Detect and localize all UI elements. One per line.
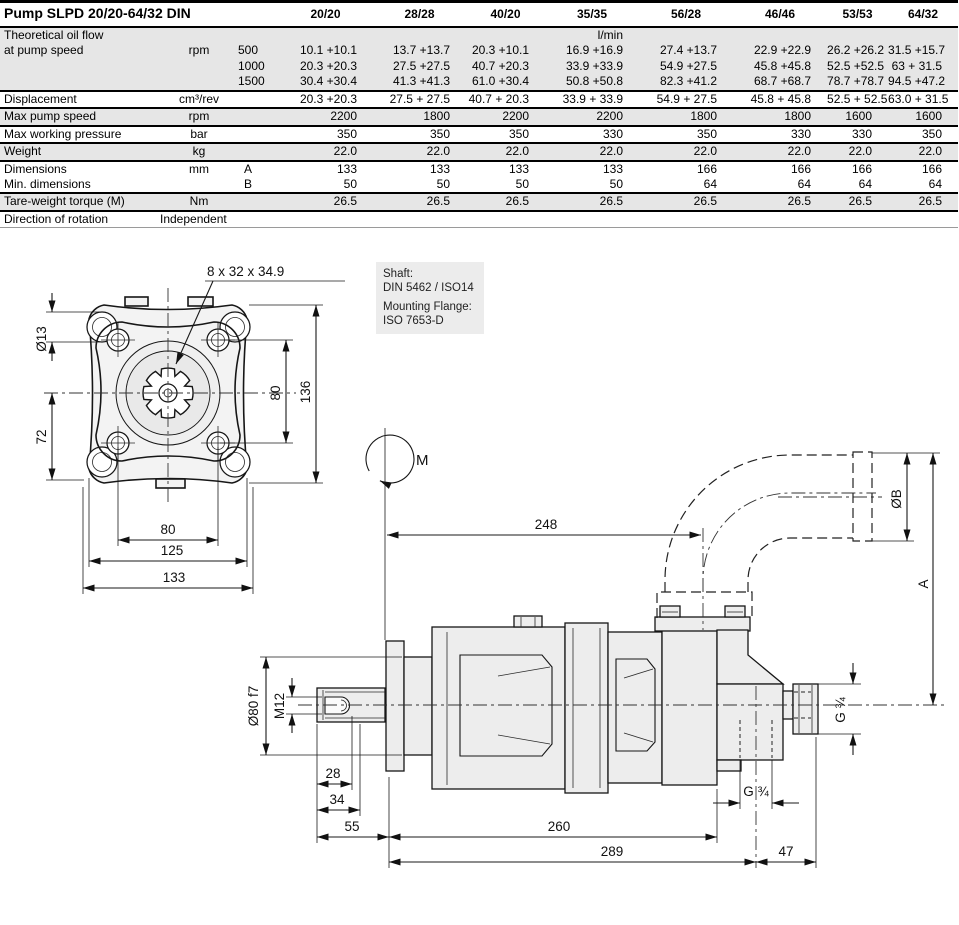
value-cell: 22.0 xyxy=(333,144,358,159)
value-cell: 22.0 xyxy=(426,144,451,159)
value-cell: 64 xyxy=(797,176,812,191)
column-header: 35/35 xyxy=(577,6,608,21)
value-cell: 50.8 +50.8 xyxy=(565,74,624,89)
tare-row xyxy=(0,193,958,210)
value-cell: 133 xyxy=(508,161,530,176)
row-label: Max pump speed xyxy=(4,109,97,124)
rotation-value: Independent xyxy=(160,211,227,226)
displacement-row xyxy=(0,91,958,108)
value-cell: 82.3 +41.2 xyxy=(659,74,718,89)
value-cell: 350 xyxy=(921,126,943,141)
value-cell: 64 xyxy=(703,176,718,191)
value-cell: 50 xyxy=(436,176,451,191)
flow-row-1500 xyxy=(0,74,958,90)
value-cell: 22.9 +22.9 xyxy=(753,43,812,58)
dim-pipe-diameter-label: ØB xyxy=(889,489,904,509)
dim-133-label: 133 xyxy=(162,570,186,585)
shaft-info-line3: Mounting Flange: xyxy=(383,301,472,314)
column-header: 56/28 xyxy=(671,6,702,21)
speed-label: 1500 xyxy=(238,74,265,89)
spacer-cell xyxy=(160,177,238,193)
value-cell: 52.5 + 52.5 xyxy=(827,91,888,106)
dim-a-label: A xyxy=(916,579,931,589)
value-cell: 50 xyxy=(609,176,624,191)
dim-shaft-diameter-label: Ø80 f7 xyxy=(246,685,261,727)
rear-slope xyxy=(717,630,783,684)
value-cell: 1800 xyxy=(690,109,718,124)
dim-80-bottom-label: 80 xyxy=(160,522,176,537)
suction-port-pad xyxy=(655,617,750,631)
value-cell: 26.5 xyxy=(426,194,451,209)
dim-g34-bottom-label: G ¾ xyxy=(743,784,769,799)
value-cell: 63 + 31.5 xyxy=(891,58,943,73)
end-port-block xyxy=(717,684,783,760)
value-cell: 16.9 +16.9 xyxy=(565,43,624,58)
mounting-flange-plate xyxy=(386,641,404,771)
shaft-info-line4: ISO 7653-D xyxy=(383,315,444,328)
coupling-ring xyxy=(565,623,608,793)
row-label: Theoretical oil flow xyxy=(4,28,104,42)
spacer-cell xyxy=(238,91,278,108)
dim-m12-label: M12 xyxy=(272,692,287,720)
pad-bolt xyxy=(660,606,680,617)
value-cell: 166 xyxy=(921,161,943,176)
pump-side-view xyxy=(246,428,948,868)
column-header: 28/28 xyxy=(404,6,435,21)
flow-row-500 xyxy=(0,43,958,58)
spacer-cell xyxy=(0,74,160,90)
column-header: 46/46 xyxy=(765,6,796,21)
dim-125-label: 125 xyxy=(160,543,184,558)
dimensions-b-row xyxy=(0,177,958,193)
value-cell: 22.0 xyxy=(599,144,624,159)
value-cell: 166 xyxy=(790,161,812,176)
value-cell: 26.5 xyxy=(787,194,812,209)
pad-bolt xyxy=(725,606,745,617)
dim-55-label: 55 xyxy=(344,819,360,834)
shaft-info-line1: Shaft: xyxy=(383,268,414,280)
value-cell: 54.9 +27.5 xyxy=(659,58,718,73)
speed-label: 500 xyxy=(238,43,259,58)
value-cell: 27.4 +13.7 xyxy=(659,43,718,58)
dim-g34-right-label: G ¾ xyxy=(833,697,848,723)
value-cell: 20.3 +20.3 xyxy=(299,58,358,73)
column-header: 64/32 xyxy=(908,6,939,21)
value-cell: 350 xyxy=(696,126,718,141)
spacer-cell xyxy=(238,108,278,125)
value-cell: 22.0 xyxy=(693,144,718,159)
row-label: Dimensions xyxy=(4,161,67,176)
row-label: Tare-weight torque (M) xyxy=(4,194,125,209)
spacer-cell xyxy=(238,143,278,160)
dim-72-label: 72 xyxy=(34,429,49,445)
spacer-cell xyxy=(639,27,958,43)
value-cell: 64 xyxy=(858,176,873,191)
sub-label-a: A xyxy=(244,161,253,176)
value-cell: 1800 xyxy=(784,109,812,124)
value-cell: 26.5 xyxy=(848,194,873,209)
weight-row xyxy=(0,143,958,160)
row-label: Max working pressure xyxy=(4,126,122,141)
value-cell: 40.7 + 20.3 xyxy=(468,91,530,106)
dim-34-label: 34 xyxy=(329,792,345,807)
dim-248-label: 248 xyxy=(534,517,558,532)
spacer-cell xyxy=(0,59,160,74)
front-pump-body xyxy=(432,627,565,789)
value-cell: 330 xyxy=(602,126,624,141)
dim-136-label: 136 xyxy=(298,380,313,404)
flow-title-row xyxy=(0,27,958,43)
value-cell: 26.5 xyxy=(918,194,943,209)
row-label: Displacement xyxy=(4,91,77,106)
pilot-hub xyxy=(404,657,432,755)
value-cell: 350 xyxy=(336,126,358,141)
row-unit: Nm xyxy=(189,194,209,209)
value-cell: 1800 xyxy=(423,109,451,124)
row-label: Min. dimensions xyxy=(4,176,91,191)
table-header-row xyxy=(0,2,958,28)
rotation-row xyxy=(0,211,958,228)
value-cell: 13.7 +13.7 xyxy=(392,43,451,58)
speed-label: 1000 xyxy=(238,58,265,73)
dimensions-a-row xyxy=(0,161,958,177)
value-cell: 22.0 xyxy=(848,144,873,159)
flange-front-view xyxy=(34,264,345,594)
spec-table xyxy=(0,0,958,228)
shaft-info-line2: DIN 5462 / ISO14 xyxy=(383,282,474,295)
rear-section xyxy=(662,630,717,785)
value-cell: 10.1 +10.1 xyxy=(299,43,358,58)
value-cell: 133 xyxy=(429,161,451,176)
value-cell: 52.5 +52.5 xyxy=(827,58,885,73)
flange-tab xyxy=(125,297,148,306)
value-cell: 26.5 xyxy=(599,194,624,209)
spacer-cell xyxy=(160,59,238,74)
spacer-cell xyxy=(278,27,545,43)
max-speed-row xyxy=(0,108,958,125)
value-cell: 30.4 +30.4 xyxy=(299,74,358,89)
value-cell: 2200 xyxy=(330,109,358,124)
row-unit: cm³/rev xyxy=(179,91,219,106)
value-cell: 40.7 +20.3 xyxy=(471,58,530,73)
spacer-cell xyxy=(238,126,278,143)
value-cell: 27.5 +27.5 xyxy=(392,58,451,73)
column-header: 40/20 xyxy=(490,6,521,21)
row-unit: rpm xyxy=(188,43,210,58)
value-cell: 68.7 +68.7 xyxy=(753,74,812,89)
value-cell: 61.0 +30.4 xyxy=(471,74,530,89)
flow-row-1000 xyxy=(0,59,958,74)
value-cell: 26.5 xyxy=(333,194,358,209)
row-unit: mm xyxy=(189,161,209,176)
column-header: 53/53 xyxy=(842,6,873,21)
page-title: Pump SLPD 20/20-64/32 DIN xyxy=(4,5,191,22)
value-cell: 26.2 +26.2 xyxy=(827,43,885,58)
value-cell: 33.9 + 33.9 xyxy=(562,91,624,106)
value-cell: 1600 xyxy=(915,109,943,124)
row-label: Direction of rotation xyxy=(4,211,109,226)
flange-tab xyxy=(188,297,213,306)
dim-80-right-label: 80 xyxy=(268,385,283,401)
value-cell: 94.5 +47.2 xyxy=(888,74,946,89)
value-cell: 330 xyxy=(790,126,812,141)
column-header: 20/20 xyxy=(310,6,341,21)
flow-unit: l/min xyxy=(597,28,624,42)
technical-drawing xyxy=(0,240,959,925)
value-cell: 26.5 xyxy=(505,194,530,209)
value-cell: 2200 xyxy=(502,109,530,124)
value-cell: 1600 xyxy=(845,109,873,124)
torque-arrow xyxy=(366,435,414,483)
value-cell: 20.3 +20.3 xyxy=(299,91,358,106)
row-label: Weight xyxy=(4,144,42,159)
spacer-cell xyxy=(278,211,958,228)
value-cell: 26.5 xyxy=(693,194,718,209)
value-cell: 27.5 + 27.5 xyxy=(389,91,451,106)
value-cell: 133 xyxy=(602,161,624,176)
value-cell: 54.9 + 27.5 xyxy=(656,91,718,106)
value-cell: 22.0 xyxy=(505,144,530,159)
dim-289-label: 289 xyxy=(600,844,624,859)
value-cell: 50 xyxy=(343,176,358,191)
value-cell: 78.7 +78.7 xyxy=(827,74,885,89)
spline-dimension-label: 8 x 32 x 34.9 xyxy=(207,264,285,279)
dim-47-label: 47 xyxy=(778,844,794,859)
value-cell: 45.8 +45.8 xyxy=(753,58,812,73)
value-cell: 50 xyxy=(515,176,530,191)
top-boss xyxy=(514,616,542,627)
value-cell: 133 xyxy=(336,161,358,176)
value-cell: 2200 xyxy=(596,109,624,124)
spacer-cell xyxy=(238,193,278,210)
value-cell: 166 xyxy=(696,161,718,176)
value-cell: 22.0 xyxy=(918,144,943,159)
pressure-row xyxy=(0,126,958,143)
row-label: at pump speed xyxy=(4,43,84,58)
m12-thread-slot xyxy=(325,697,350,714)
value-cell: 20.3 +10.1 xyxy=(471,43,530,58)
value-cell: 45.8 + 45.8 xyxy=(750,91,812,106)
spacer-cell xyxy=(160,74,238,90)
dim-260-label: 260 xyxy=(547,819,571,834)
value-cell: 41.3 +41.3 xyxy=(392,74,451,89)
value-cell: 33.9 +33.9 xyxy=(565,58,624,73)
dim-28-label: 28 xyxy=(325,766,341,781)
sub-label-b: B xyxy=(244,176,253,191)
value-cell: 350 xyxy=(508,126,530,141)
torque-label: M xyxy=(416,452,429,469)
row-unit: bar xyxy=(190,126,208,141)
flange-tab xyxy=(156,479,185,488)
value-cell: 166 xyxy=(851,161,873,176)
row-unit: rpm xyxy=(188,109,210,124)
value-cell: 350 xyxy=(429,126,451,141)
value-cell: 64 xyxy=(928,176,943,191)
hole-diameter-label: Ø13 xyxy=(34,326,49,352)
end-block-foot xyxy=(717,760,741,771)
value-cell: 31.5 +15.7 xyxy=(888,43,946,58)
value-cell: 63.0 + 31.5 xyxy=(888,91,949,106)
value-cell: 22.0 xyxy=(787,144,812,159)
value-cell: 330 xyxy=(851,126,873,141)
row-unit: kg xyxy=(192,144,206,159)
